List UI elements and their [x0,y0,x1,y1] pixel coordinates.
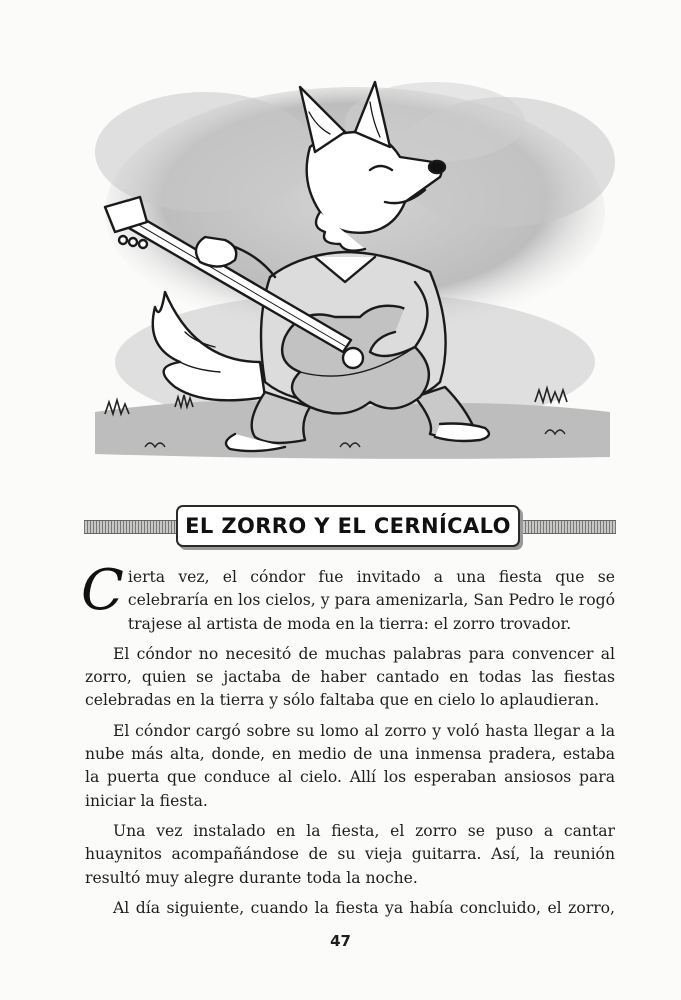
drop-cap: C [81,558,124,623]
page-number: 47 [330,932,351,950]
paragraph-5: Al día siguiente, cuando la fiesta ya había concluido, el zorro, [113,898,615,917]
story-title-banner [84,505,616,547]
paragraph-3: El cóndor cargó sobre su lomo al zorro y voló hasta llegar a la nube más alta, donde, en medio de una inmensa pradera, estaba la puerta que conduce al cielo. Allí los esperaban ansiosos para iniciar la fiesta. [85,721,615,810]
story-title: EL ZORRO Y EL CERNÍCALO [185,514,511,538]
paragraph-1 [81,558,615,636]
paragraph-2: El cóndor no necesitó de muchas palabras para convencer al zorro, quien se jactaba de haber cantado en todas las fiestas celebradas en la tierra y sólo faltaba que en cielo lo aplaudieran. [85,644,615,710]
title-box [176,505,520,547]
paragraph-4: Una vez instalado en la fiesta, el zorro se puso a cantar huaynitos acompañándose de su vieja guitarra. Así, la reunión resultó muy alegre durante toda la noche. [85,821,615,887]
paragraph-1-text: ierta vez, el cóndor fue invitado a una fiesta que se celebraría en los cielos, y para amenizarla, San Pedro le rogó trajese al artista de moda en la tierra: el zorro trovador. [127,568,615,633]
story-body [81,558,615,927]
fox-guitar-illustration [85,62,620,472]
